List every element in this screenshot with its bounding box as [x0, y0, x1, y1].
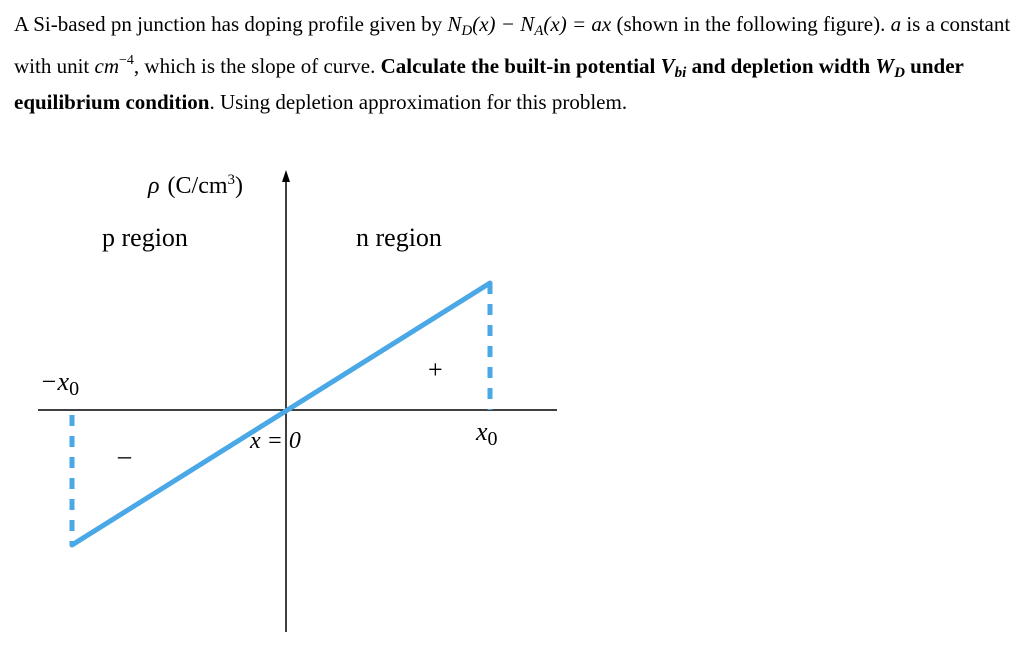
nd-symbol: N: [447, 12, 462, 36]
na-argument: (x) = ax: [543, 12, 612, 36]
n-region-label: n region: [356, 223, 442, 252]
na-subscript: A: [534, 23, 544, 39]
vbi-subscript: bi: [674, 65, 687, 81]
y-axis-arrow-icon: [282, 170, 290, 182]
y-axis-unit: (C/cm: [167, 173, 228, 199]
pos-x0-subscript: 0: [487, 428, 498, 450]
y-axis-label: [147, 172, 243, 199]
neg-x0-symbol: −x: [40, 367, 70, 396]
bold-text-1: Calculate the built-in potential: [380, 54, 661, 78]
rho-symbol: ρ: [148, 173, 160, 199]
problem-text-2: (shown in the following figure).: [611, 12, 886, 36]
slope-symbol: a: [890, 12, 902, 36]
problem-text-3: is a constant with unit: [14, 12, 1011, 78]
positive-charge-sign: +: [428, 355, 443, 384]
nd-argument: (x) −: [472, 12, 521, 36]
wd-symbol: W: [875, 54, 895, 78]
neg-x0-label: [40, 367, 79, 400]
neg-x0-subscript: 0: [69, 378, 80, 400]
wd-subscript: D: [894, 65, 905, 81]
charge-density-curve: [72, 283, 490, 545]
na-symbol: N: [520, 12, 535, 36]
y-axis-unit-close: ): [235, 173, 244, 199]
problem-text-4: , which is the slope of curve.: [133, 54, 381, 78]
problem-text-1: A Si-based pn junction has doping profile given by: [14, 12, 448, 36]
origin-label: x = 0: [250, 428, 301, 454]
p-region-label: p region: [102, 223, 188, 252]
vbi-symbol: V: [660, 54, 675, 78]
unit-exponent: −4: [119, 53, 134, 68]
bold-text-3: under equilibrium condition: [14, 54, 964, 114]
pos-x0-label: [475, 417, 498, 450]
nd-subscript: D: [461, 23, 473, 39]
unit-symbol: cm: [94, 54, 120, 78]
problem-text-5: . Using depletion approximation for this problem.: [209, 90, 628, 114]
bold-text-2: and depletion width: [686, 54, 876, 78]
negative-charge-sign: –: [118, 441, 131, 470]
pos-x0-symbol: x: [476, 417, 488, 446]
y-axis-unit-exponent: 3: [227, 172, 236, 188]
